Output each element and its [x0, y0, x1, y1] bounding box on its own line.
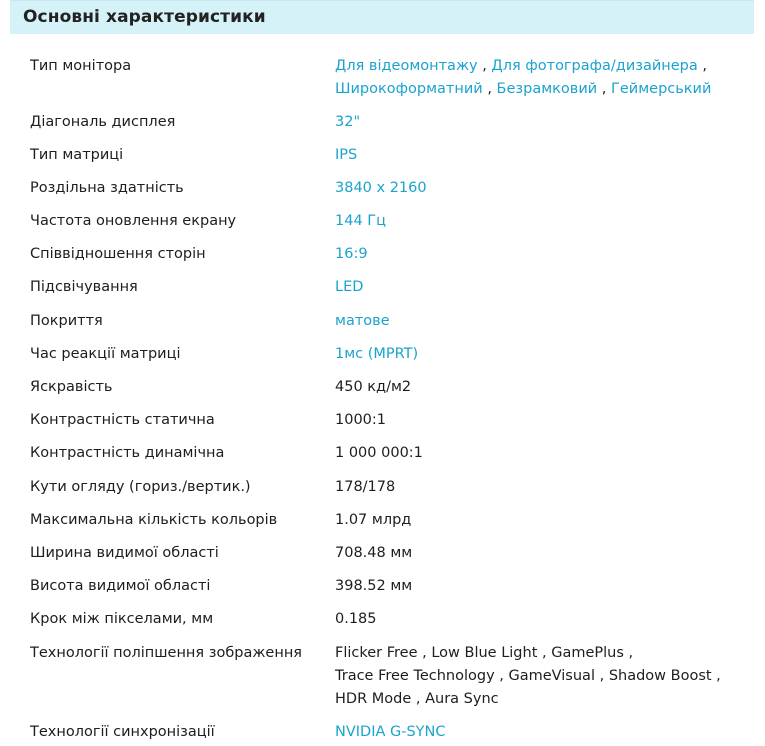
spec-label: Роздільна здатність — [30, 180, 184, 196]
section-title: Основні характеристики — [23, 7, 266, 27]
spec-label: Тип матриці — [30, 147, 124, 163]
value-separator: , — [623, 645, 634, 661]
spec-value-text: 0.185 — [335, 611, 377, 627]
spec-value — [335, 310, 745, 333]
spec-value-text: HDR Mode — [335, 691, 412, 707]
spec-value-link[interactable]: Геймерський — [611, 81, 712, 97]
spec-value — [335, 509, 745, 532]
spec-value — [335, 144, 745, 167]
spec-value — [335, 642, 745, 711]
spec-value-text: 1000:1 — [335, 412, 387, 428]
spec-value-link[interactable]: LED — [335, 279, 364, 295]
spec-value-link[interactable]: Для фотографа/дизайнера — [491, 58, 698, 74]
value-separator: , — [594, 668, 609, 684]
spec-value-text: Shadow Boost — [608, 668, 712, 684]
spec-value-text: Trace Free Technology — [335, 668, 495, 684]
spec-label: Час реакції матриці — [30, 346, 181, 362]
spec-value-text: GamePlus — [551, 645, 624, 661]
spec-value-text: GameVisual — [508, 668, 595, 684]
value-separator: , — [711, 668, 721, 684]
spec-value-text: 708.48 мм — [335, 545, 413, 561]
spec-value-link[interactable]: 1мс (MPRT) — [335, 346, 419, 362]
spec-value-link[interactable]: NVIDIA G-SYNC — [335, 724, 446, 740]
spec-value — [335, 476, 745, 499]
spec-value — [335, 575, 745, 598]
spec-value-link[interactable]: IPS — [335, 147, 358, 163]
spec-label: Технології поліпшення зображення — [30, 645, 303, 661]
value-separator: , — [597, 81, 612, 97]
spec-value-text: Flicker Free — [335, 645, 418, 661]
spec-value-text: Aura Sync — [425, 691, 499, 707]
spec-value — [335, 409, 745, 432]
section-header — [10, 0, 754, 34]
spec-value — [335, 343, 745, 366]
value-separator: , — [477, 58, 492, 74]
spec-label: Кути огляду (гориз./вертик.) — [30, 479, 251, 495]
spec-value — [335, 276, 745, 299]
spec-label: Покриття — [30, 313, 103, 329]
spec-value-text: 450 кд/м2 — [335, 379, 412, 395]
value-separator: , — [417, 645, 432, 661]
spec-value-link[interactable]: 3840 x 2160 — [335, 180, 427, 196]
spec-value-text: Low Blue Light — [431, 645, 538, 661]
spec-value-text: 1 000 000:1 — [335, 445, 423, 461]
spec-value-text: 178/178 — [335, 479, 396, 495]
value-separator: , — [482, 81, 497, 97]
spec-value — [335, 376, 745, 399]
spec-value — [335, 177, 745, 200]
spec-value — [335, 442, 745, 465]
spec-value-link[interactable]: Безрамковий — [496, 81, 598, 97]
spec-value-link[interactable]: матове — [335, 313, 390, 329]
spec-label: Максимальна кількість кольорів — [30, 512, 278, 528]
value-separator: , — [537, 645, 552, 661]
spec-label: Тип монітора — [30, 58, 132, 74]
spec-value — [335, 210, 745, 233]
spec-value — [335, 542, 745, 565]
spec-label: Ширина видимої області — [30, 545, 219, 561]
spec-label: Крок між пікселами, мм — [30, 611, 214, 627]
value-separator: , — [411, 691, 426, 707]
spec-label: Співвідношення сторін — [30, 246, 206, 262]
spec-value-text: 398.52 мм — [335, 578, 413, 594]
value-separator: , — [494, 668, 509, 684]
spec-value — [335, 243, 745, 266]
spec-label: Підсвічування — [30, 279, 138, 295]
spec-value — [335, 55, 745, 101]
spec-value-link[interactable]: Широкоформатний — [335, 81, 483, 97]
spec-value — [335, 608, 745, 631]
value-separator: , — [697, 58, 707, 74]
spec-label: Частота оновлення екрану — [30, 213, 237, 229]
spec-value — [335, 721, 745, 744]
spec-label: Яскравість — [30, 379, 113, 395]
spec-label: Контрастність статична — [30, 412, 215, 428]
spec-label: Висота видимої області — [30, 578, 211, 594]
spec-value-link[interactable]: 144 Гц — [335, 213, 386, 229]
spec-value-link[interactable]: Для відеомонтажу — [335, 58, 478, 74]
spec-value-link[interactable]: 16:9 — [335, 246, 368, 262]
spec-value-link[interactable]: 32" — [335, 114, 361, 130]
spec-label: Діагональ дисплея — [30, 114, 176, 130]
spec-label: Технології синхронізації — [30, 724, 215, 740]
spec-label: Контрастність динамічна — [30, 445, 225, 461]
spec-value-text: 1.07 млрд — [335, 512, 412, 528]
spec-value — [335, 111, 745, 134]
